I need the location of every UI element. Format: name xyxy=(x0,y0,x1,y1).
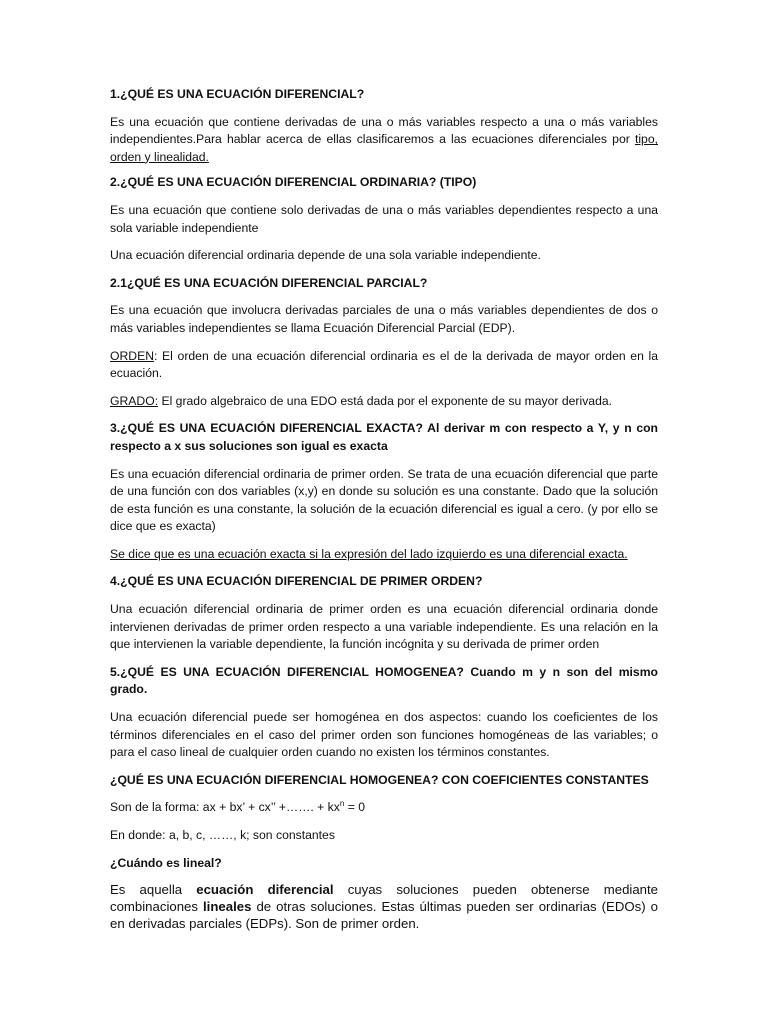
heading-q6: ¿QUÉ ES UNA ECUACIÓN DIFERENCIAL HOMOGENEA? CON COEFICIENTES CONSTANTES xyxy=(110,772,649,787)
paragraph-q5: Una ecuación diferencial puede ser homogénea en dos aspectos: cuando los coeficientes de los términos diferenciales en el caso del primer orden son funciones homogéneas de las variables; o para el caso lineal de cualquier orden cuando no existen los términos constantes. xyxy=(110,710,658,760)
q3-heading-title: 3.¿QUÉ ES UNA ECUACIÓN DIFERENCIAL EXACTA? xyxy=(110,421,423,436)
q5-heading-title: 5.¿QUÉ ES UNA ECUACIÓN DIFERENCIAL HOMOGENEA? xyxy=(110,664,464,679)
paragraph-q7 xyxy=(110,882,658,932)
heading-q3 xyxy=(110,420,658,455)
orden-text: : El orden de una ecuación diferencial ordinaria es el de la derivada de mayor orden en la ecuación. xyxy=(110,348,658,381)
heading-q5 xyxy=(110,664,658,699)
orden-label: ORDEN xyxy=(110,348,155,363)
paragraph-q3-1: Es una ecuación diferencial ordinaria de primer orden. Se trata de una ecuación diferencial que parte de una función con dos variables (x,y) en donde su solución es una constante. Dado que la solución de esta función es una constante, la solución de la ecuación diferencial es igual a cero. (y por ello se dice que es exacta) xyxy=(110,466,658,534)
q7-text-2: cuyas soluciones pueden obtenerse mediante combinaciones xyxy=(110,882,659,914)
paragraph-q2-1-body: Es una ecuación que involucra derivadas parciales de una o más variables dependientes de dos o más variables independientes se llama Ecuación Diferencial Parcial (EDP). xyxy=(110,303,658,335)
q7-text-3: de otras soluciones. Estas últimas pueden ser ordinarias (EDOs) o en derivadas parciales (EDPs). Son de primer orden. xyxy=(110,898,658,931)
grado-text: El grado algebraico de una EDO está dada por el exponente de su mayor derivada. xyxy=(158,393,613,408)
q7-text-1: Es aquella xyxy=(110,882,197,898)
paragraph-q4: Una ecuación diferencial ordinaria de primer orden es una ecuación diferencial ordinaria donde intervienen derivadas de primer orden respecto a una variable independiente. Es una relación en la que intervienen la variable dependiente, la función incógnita y su derivada de primer orden xyxy=(110,602,658,652)
q1-text: Es una ecuación que contiene derivadas de una o más variables respecto a una o más variables independientes.Para hablar acerca de ellas clasificaremos a las ecuaciones diferenciales por xyxy=(110,114,658,147)
grado-label: GRADO: xyxy=(110,393,159,408)
formula-prefix: Son de la forma: ax + bx’ + cx’’ +……. + kx xyxy=(110,800,340,815)
document-body xyxy=(110,86,658,933)
paragraph-q2-2: Una ecuación diferencial ordinaria depende de una sola variable independiente. xyxy=(110,248,541,263)
heading-q2: 2.¿QUÉ ES UNA ECUACIÓN DIFERENCIAL ORDINARIA? (TIPO) xyxy=(110,175,477,190)
paragraph-orden xyxy=(110,348,658,383)
q3-heading-rest: Al derivar m con respecto a Y, y n con respecto a x sus soluciones son igual es exacta xyxy=(110,421,658,453)
paragraph-q1 xyxy=(110,114,658,167)
paragraph-grado xyxy=(110,393,658,411)
heading-q7: ¿Cuándo es lineal? xyxy=(110,855,222,870)
q5-heading-rest: Cuando m y n son del mismo grado. xyxy=(110,664,658,697)
formula-suffix: = 0 xyxy=(344,800,365,815)
paragraph-q2-1: Es una ecuación que contiene solo derivadas de una o más variables dependientes respecto a una sola variable independiente xyxy=(110,202,658,235)
q1-underlined-text: tipo, orden y linealidad. xyxy=(110,132,658,164)
formula-line xyxy=(110,799,658,817)
q7-bold-2: lineales xyxy=(203,898,252,914)
heading-q4: 4.¿QUÉ ES UNA ECUACIÓN DIFERENCIAL DE PRIMER ORDEN? xyxy=(110,574,483,589)
formula-exponent: n xyxy=(339,799,345,809)
heading-q2-1: 2.1¿QUÉ ES UNA ECUACIÓN DIFERENCIAL PARCIAL? xyxy=(110,275,428,290)
paragraph-q3-2: Se dice que es una ecuación exacta si la expresión del lado izquierdo es una diferencial exacta. xyxy=(110,546,628,561)
constants-line: En donde: a, b, c, ……, k; son constantes xyxy=(110,828,335,842)
heading-q1: 1.¿QUÉ ES UNA ECUACIÓN DIFERENCIAL? xyxy=(110,87,365,101)
q7-bold-1: ecuación diferencial xyxy=(196,882,334,898)
